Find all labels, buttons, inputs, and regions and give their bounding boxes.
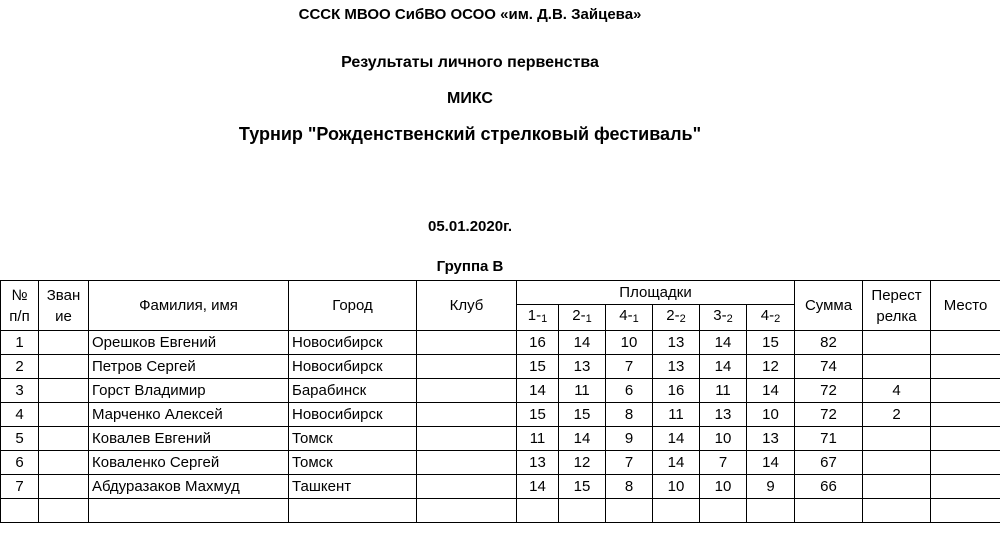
col-club-header: Клуб [417,281,517,331]
cell-num: 4 [1,403,39,427]
cell-score-2: 15 [559,403,606,427]
cell-score-6 [747,499,795,523]
cell-sum: 74 [795,355,863,379]
cell-city: Ташкент [289,475,417,499]
col-num-header [1,281,39,331]
cell-name: Абдуразаков Махмуд [89,475,289,499]
cell-score-5: 11 [700,379,747,403]
cell-score-1: 11 [517,427,559,451]
cell-rank [39,379,89,403]
area-header-sub: 2 [679,313,686,325]
cell-score-3: 7 [606,451,653,475]
cell-city: Новосибирск [289,331,417,355]
cell-score-2: 11 [559,379,606,403]
cell-num: 3 [1,379,39,403]
cell-sum: 72 [795,379,863,403]
cell-num: 6 [1,451,39,475]
cell-sum: 72 [795,403,863,427]
cell-score-2 [559,499,606,523]
cell-shootoff [863,427,931,451]
area-header-sub: 2 [774,313,781,325]
cell-rank [39,331,89,355]
cell-score-5: 10 [700,475,747,499]
cell-score-3 [606,499,653,523]
area-header-main: 2- [572,307,586,324]
col-rank-header [39,281,89,331]
cell-name: Петров Сергей [89,355,289,379]
cell-score-1: 16 [517,331,559,355]
cell-rank [39,475,89,499]
cell-club [417,451,517,475]
cell-score-3: 10 [606,331,653,355]
cell-score-4: 16 [653,379,700,403]
table-row [1,403,1000,427]
col-areas-header: Площадки [517,281,795,305]
cell-score-6: 10 [747,403,795,427]
cell-score-3: 8 [606,475,653,499]
col-sum-header: Сумма [795,281,863,331]
cell-rank [39,499,89,523]
table-row [1,451,1000,475]
cell-shootoff [863,499,931,523]
cell-score-2: 14 [559,331,606,355]
col-shootoff-line2: релка [876,307,917,325]
table-row [1,379,1000,403]
cell-score-4: 13 [653,331,700,355]
cell-shootoff: 4 [863,379,931,403]
col-rank-line1: Зван [46,286,81,304]
tournament-title: Турнир "Рожденственский стрелковый фестиваль" [238,124,702,144]
cell-score-4: 11 [653,403,700,427]
cell-shootoff [863,331,931,355]
cell-score-6: 9 [747,475,795,499]
header-row-1 [1,281,1000,305]
cell-score-3: 8 [606,403,653,427]
cell-place [931,379,1000,403]
cell-score-2: 14 [559,427,606,451]
cell-score-3: 7 [606,355,653,379]
cell-num: 1 [1,331,39,355]
cell-place [931,451,1000,475]
cell-score-2: 15 [559,475,606,499]
cell-rank [39,427,89,451]
cell-city: Барабинск [289,379,417,403]
cell-club [417,427,517,451]
col-num-line2: п/п [9,307,30,325]
cell-sum: 67 [795,451,863,475]
cell-name: Ковалев Евгений [89,427,289,451]
cell-sum: 71 [795,427,863,451]
area-header-6 [747,305,795,331]
col-shootoff-line1: Перест [871,286,922,304]
table-row [1,355,1000,379]
area-header-3 [606,305,653,331]
cell-place [931,331,1000,355]
area-header-2 [559,305,606,331]
cell-score-6: 13 [747,427,795,451]
cell-score-5: 14 [700,355,747,379]
cell-score-3: 9 [606,427,653,451]
cell-score-5: 7 [700,451,747,475]
cell-score-3: 6 [606,379,653,403]
cell-city: Томск [289,427,417,451]
cell-place [931,403,1000,427]
cell-score-5: 10 [700,427,747,451]
cell-score-4: 14 [653,451,700,475]
area-header-main: 1- [527,307,542,324]
cell-score-1 [517,499,559,523]
cell-score-2: 12 [559,451,606,475]
cell-city: Новосибирск [289,355,417,379]
cell-club [417,355,517,379]
cell-score-4: 14 [653,427,700,451]
cell-score-1: 13 [517,451,559,475]
cell-shootoff [863,355,931,379]
table-row [1,427,1000,451]
results-title: Результаты личного первенства [341,54,599,71]
table-row [1,475,1000,499]
cell-score-6: 15 [747,331,795,355]
cell-score-5: 13 [700,403,747,427]
cell-score-4 [653,499,700,523]
cell-name: Коваленко Сергей [89,451,289,475]
table-row [1,499,1000,523]
area-header-sub: 2 [726,313,733,325]
results-table [0,280,1000,523]
cell-shootoff [863,475,931,499]
col-place-header: Место [931,281,1000,331]
cell-num: 2 [1,355,39,379]
col-num-line1: № [11,286,28,304]
cell-num [1,499,39,523]
cell-score-4: 10 [653,475,700,499]
cell-score-1: 14 [517,475,559,499]
cell-num: 7 [1,475,39,499]
cell-place [931,355,1000,379]
cell-city [289,499,417,523]
cell-place [931,475,1000,499]
cell-score-6: 14 [747,451,795,475]
cell-club [417,475,517,499]
organization-title: СССК МВОО СибВО ОСОО «им. Д.В. Зайцева» [298,6,642,23]
cell-score-1: 14 [517,379,559,403]
cell-shootoff: 2 [863,403,931,427]
cell-score-2: 13 [559,355,606,379]
area-header-main: 4- [760,307,775,324]
cell-score-4: 13 [653,355,700,379]
table-row [1,331,1000,355]
cell-place [931,499,1000,523]
cell-city: Новосибирск [289,403,417,427]
cell-city: Томск [289,451,417,475]
area-header-sub: 1 [541,313,548,325]
cell-score-6: 14 [747,379,795,403]
area-header-4 [653,305,700,331]
cell-club [417,379,517,403]
area-header-sub: 1 [632,313,639,325]
cell-rank [39,403,89,427]
area-header-5 [700,305,747,331]
cell-name: Орешков Евгений [89,331,289,355]
cell-sum: 82 [795,331,863,355]
group-label: Группа В [436,258,504,275]
col-name-header: Фамилия, имя [89,281,289,331]
area-header-1 [517,305,559,331]
cell-name: Марченко Алексей [89,403,289,427]
cell-sum: 66 [795,475,863,499]
cell-score-5 [700,499,747,523]
col-shootoff-header [863,281,931,331]
cell-club [417,403,517,427]
cell-name: Горст Владимир [89,379,289,403]
cell-shootoff [863,451,931,475]
cell-score-5: 14 [700,331,747,355]
area-header-sub: 1 [585,313,592,325]
area-header-main: 4- [619,307,633,324]
cell-num: 5 [1,427,39,451]
area-header-main: 3- [713,307,727,324]
cell-score-1: 15 [517,355,559,379]
event-date: 05.01.2020г. [428,218,512,235]
cell-score-6: 12 [747,355,795,379]
cell-club [417,331,517,355]
cell-name [89,499,289,523]
cell-rank [39,451,89,475]
cell-place [931,427,1000,451]
col-city-header: Город [289,281,417,331]
cell-club [417,499,517,523]
area-header-main: 2- [666,307,680,324]
cell-score-1: 15 [517,403,559,427]
cell-rank [39,355,89,379]
category-title: МИКС [447,90,493,107]
col-rank-line2: ие [55,307,72,325]
cell-sum [795,499,863,523]
